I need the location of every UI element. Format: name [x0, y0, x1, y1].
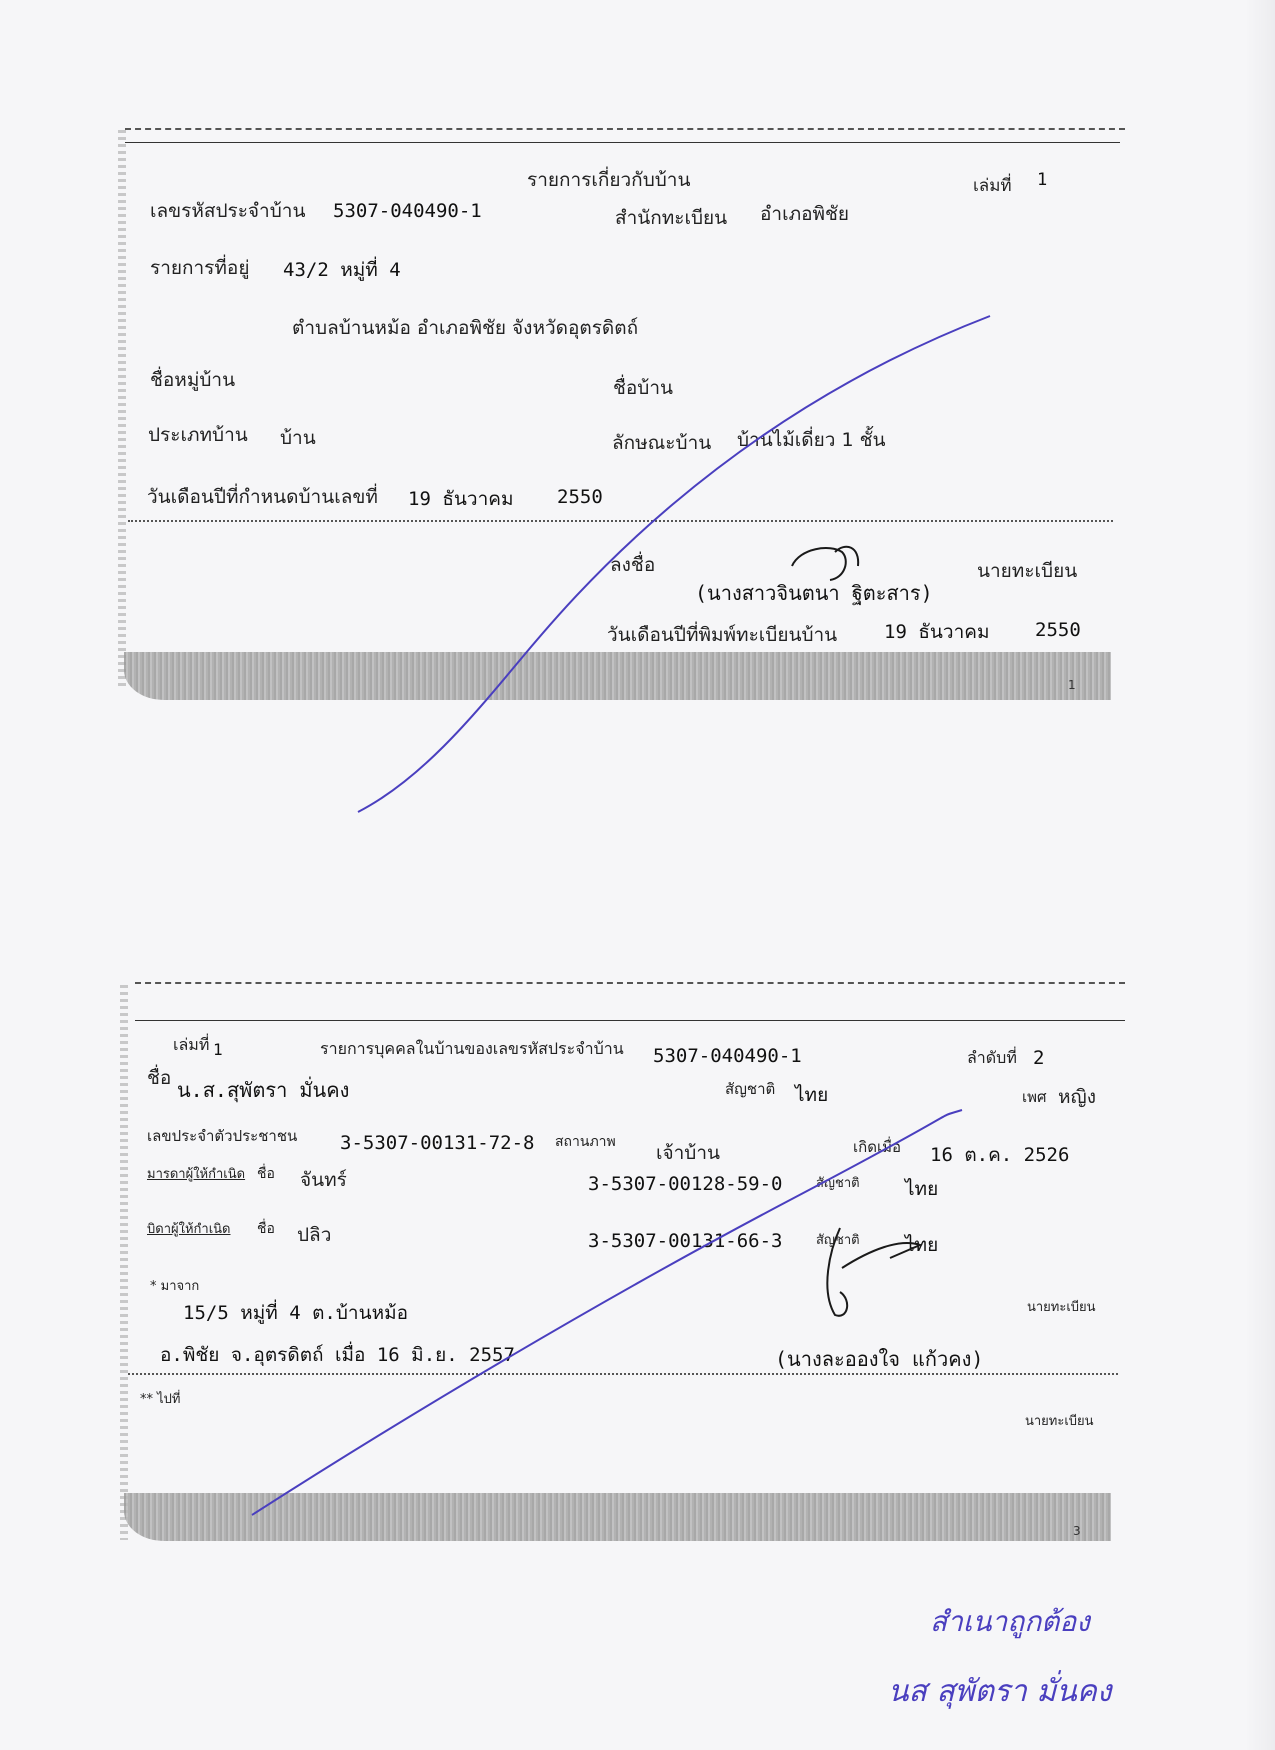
- sign-label: ลงชื่อ: [610, 554, 656, 576]
- house-code-value: 5307-040490-1: [333, 200, 482, 222]
- from-line2: อ.พิชัย จ.อุตรดิตถ์ เมื่อ 16 มิ.ย. 2557: [160, 1344, 515, 1366]
- certification-line1: สำเนาถูกต้อง: [930, 1605, 1090, 1638]
- father-id: 3-5307-00131-66-3: [588, 1230, 783, 1252]
- mother-name-label: ชื่อ: [257, 1166, 275, 1182]
- father-nationality-label: สัญชาติ: [816, 1233, 860, 1248]
- id-label: เลขประจำตัวประชาชน: [147, 1127, 298, 1145]
- strike-line-lower: [252, 1110, 962, 1515]
- to-label: ** ไปที่: [140, 1392, 181, 1407]
- sex-value: หญิง: [1058, 1086, 1096, 1108]
- registrar-signature-upper: [792, 547, 858, 580]
- name-label: ชื่อ: [147, 1067, 172, 1089]
- father-nationality: ไทย: [905, 1234, 939, 1256]
- person-registrar-label: นายทะเบียน: [1027, 1300, 1096, 1315]
- sex-label: เพศ: [1022, 1088, 1047, 1106]
- assigned-date-value: 19 ธันวาคม: [408, 488, 514, 510]
- person-volume-label: เล่มที่: [173, 1035, 210, 1054]
- father-name-label: ชื่อ: [257, 1221, 275, 1237]
- person-page-number: 3: [1073, 1524, 1081, 1538]
- nationality-value: ไทย: [795, 1084, 829, 1106]
- birth-value: 16 ต.ค. 2526: [930, 1144, 1070, 1166]
- name-value: น.ส.สุพัตรา มั่นคง: [177, 1078, 350, 1102]
- from-label: * มาจาก: [150, 1279, 200, 1294]
- certification-signature: นส สุพัตรา มั่นคง: [888, 1674, 1112, 1709]
- house-code-label: เลขรหัสประจำบ้าน: [150, 200, 306, 222]
- mother-name: จันทร์: [300, 1169, 347, 1191]
- mother-nationality-label: สัญชาติ: [816, 1176, 860, 1191]
- registrar-name: (นางสาวจินตนา ฐิตะสาร): [695, 581, 933, 605]
- volume-value: 1: [1037, 170, 1048, 190]
- print-date-value: 19 ธันวาคม: [884, 621, 990, 643]
- office-label: สำนักทะเบียน: [615, 207, 728, 229]
- address-line2: ตำบลบ้านหม้อ อำเภอพิชัย จังหวัดอุตรดิตถ์: [292, 317, 639, 339]
- order-label: ลำดับที่: [967, 1048, 1017, 1067]
- print-date-label: วันเดือนปีที่พิมพ์ทะเบียนบ้าน: [607, 624, 838, 646]
- house-type-label: ประเภทบ้าน: [148, 424, 248, 446]
- person-registrar-name: (นางละอองใจ แก้วคง): [775, 1347, 984, 1371]
- house-page-number: 1: [1068, 678, 1076, 692]
- house-char-label: ลักษณะบ้าน: [612, 432, 712, 454]
- office-value: อำเภอพิชัย: [760, 203, 850, 225]
- house-name-label: ชื่อบ้าน: [613, 377, 674, 399]
- strike-line-upper: [358, 316, 990, 812]
- house-char-value: บ้านไม้เดี่ยว 1 ชั้น: [737, 429, 886, 451]
- village-label: ชื่อหมู่บ้าน: [150, 369, 236, 391]
- nationality-label: สัญชาติ: [725, 1080, 776, 1098]
- address-value: 43/2 หมู่ที่ 4: [283, 259, 401, 281]
- person-section-title: รายการบุคคลในบ้านของเลขรหัสประจำบ้าน: [320, 1039, 624, 1058]
- status-value: เจ้าบ้าน: [656, 1142, 721, 1164]
- birth-label: เกิดเมื่อ: [853, 1138, 901, 1156]
- mother-label: มารดาผู้ให้กำเนิด: [147, 1167, 246, 1182]
- registrar-signature-lower: [827, 1228, 920, 1316]
- person-volume-value: 1: [213, 1040, 223, 1059]
- volume-label: เล่มที่: [973, 176, 1012, 196]
- house-section-title: รายการเกี่ยวกับบ้าน: [527, 169, 691, 191]
- house-type-value: บ้าน: [280, 427, 316, 449]
- person-registrar-label-2: นายทะเบียน: [1025, 1414, 1094, 1429]
- order-value: 2: [1033, 1047, 1045, 1069]
- registrar-label: นายทะเบียน: [977, 560, 1078, 582]
- print-year: 2550: [1035, 619, 1081, 641]
- mother-nationality: ไทย: [905, 1178, 939, 1200]
- assigned-year: 2550: [557, 486, 603, 508]
- mother-id: 3-5307-00128-59-0: [588, 1173, 783, 1195]
- father-label: บิดาผู้ให้กำเนิด: [147, 1222, 231, 1237]
- address-label: รายการที่อยู่: [150, 257, 250, 279]
- id-value: 3-5307-00131-72-8: [340, 1132, 535, 1154]
- father-name: ปลิว: [297, 1224, 332, 1246]
- status-label: สถานภาพ: [555, 1134, 616, 1150]
- assigned-date-label: วันเดือนปีที่กำหนดบ้านเลขที่: [147, 486, 378, 508]
- person-house-code: 5307-040490-1: [653, 1045, 802, 1067]
- from-line1: 15/5 หมู่ที่ 4 ต.บ้านหม้อ: [183, 1302, 409, 1324]
